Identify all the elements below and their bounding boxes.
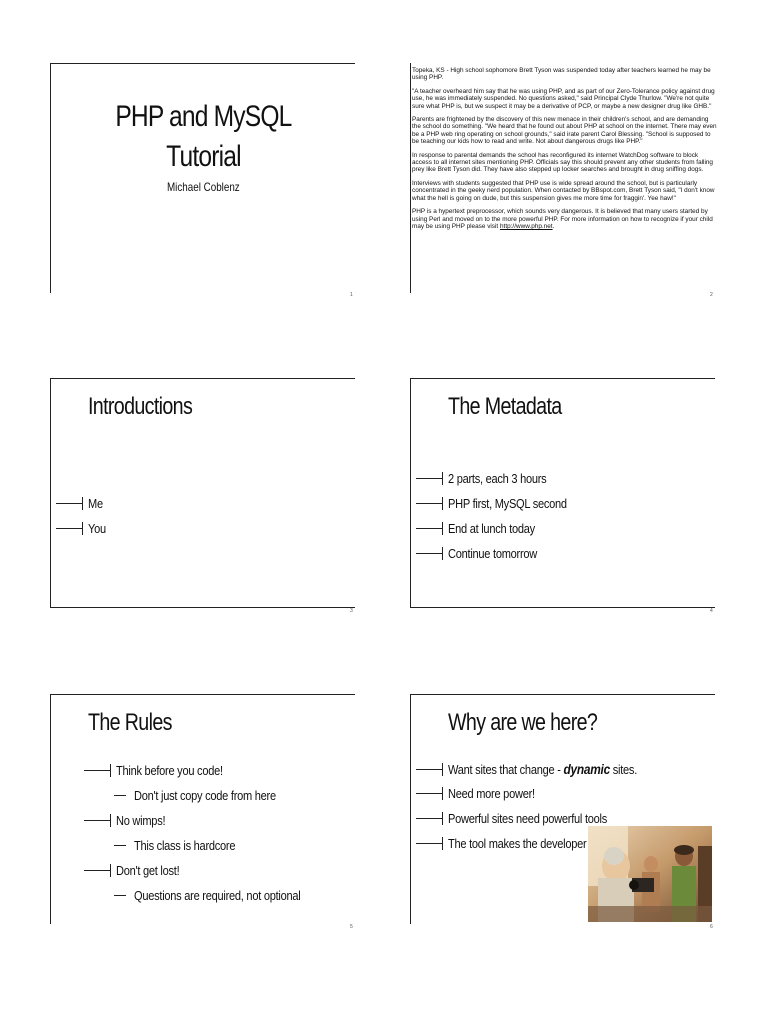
bullet-marker xyxy=(416,793,443,794)
sub-bullet-item: Questions are required, not optional xyxy=(114,888,330,903)
slide-1-author: Michael Coblenz xyxy=(166,180,240,194)
slide-3-title: Introductions xyxy=(88,393,193,420)
bullet-item: Powerful sites need powerful tools xyxy=(416,811,635,826)
bullet-item: End at lunch today xyxy=(416,521,550,536)
sub-bullet-item: This class is hardcore xyxy=(114,838,253,853)
bullet-marker xyxy=(416,528,443,529)
article-paragraph: Topeka, KS - High school sophomore Brett Tyson was suspended today after teachers learned he may be using PHP. xyxy=(412,67,711,82)
bullet-item: 2 parts, each 3 hours xyxy=(416,471,564,486)
film-crew-photo xyxy=(588,826,712,922)
php-net-link[interactable]: http://www.php.net xyxy=(499,222,553,230)
sub-bullet-dash xyxy=(114,895,126,896)
bullet-item: Need more power! xyxy=(416,786,550,801)
bullet-marker xyxy=(416,478,443,479)
article-paragraph: Parents are frightened by the discovery of this new menace in their children's school, and are demanding the school do something. "We heard that he found out about PHP at school on the internet. There may even be a PHP web ring operating on school grounds," said irate parent Carol Blessing. "School is supposed to be teaching our kids how to read and write. Not about dangerous drugs like PHP." xyxy=(412,116,717,146)
article-paragraph: "A teacher overheard him say that he was using PHP, and as part of our Zero-Tolerance policy against drug use, he was immediately suspended. No questions asked," said Principal Clyde Thurlow. "We're not quite sure what PHP is, but we suspect it may be a derivative of PCP, or maybe a new designer drug like GHB." xyxy=(412,87,715,110)
slide-4 xyxy=(410,378,715,608)
slide-5 xyxy=(50,694,355,924)
page-number-5: 5 xyxy=(350,924,353,930)
article-last-paragraph: PHP is a hypertext preprocessor, which sounds very dangerous. It is believed that many users started by using Perl and moved on to the more powerful PHP. For more information on how to recognize if your child may be using PHP please visit http://www.php.net. xyxy=(412,208,713,230)
slide-1-title: PHP and MySQL Tutorial xyxy=(114,100,292,173)
article-paragraph: Interviews with students suggested that PHP use is wide spread around the school, but is particularly concentrated in the geeky nerd population. When contacted by BBspot.com, Brett Tyson said, "I don't know what the hell is going on dude, but this suspension gives me more time for fraggin'. Yee haw!" xyxy=(412,179,715,202)
bullet-marker xyxy=(416,503,443,504)
slide-4-title: The Metadata xyxy=(448,393,562,420)
bullet-marker xyxy=(84,870,111,871)
bullet-item: Think before you code! xyxy=(84,763,242,778)
sub-bullet-dash xyxy=(114,795,126,796)
bullet-item: You xyxy=(56,521,109,536)
bullet-marker xyxy=(84,820,111,821)
bullet-marker xyxy=(56,503,83,504)
bullet-marker xyxy=(84,770,111,771)
page-number-2: 2 xyxy=(710,292,713,298)
slide-6-title: Why are we here? xyxy=(448,709,598,736)
sub-bullet-item: Don't just copy code from here xyxy=(114,788,301,803)
bullet-marker xyxy=(416,843,443,844)
bullet-marker xyxy=(56,528,83,529)
bullet-item: Don't get lost! xyxy=(84,863,191,878)
slide-5-title: The Rules xyxy=(88,709,172,736)
bullet-item: Me xyxy=(56,496,105,511)
page-number-6: 6 xyxy=(710,924,713,930)
page-number-1: 1 xyxy=(350,292,353,298)
bullet-item: PHP first, MySQL second xyxy=(416,496,588,511)
bullet-item: No wimps! xyxy=(84,813,174,828)
page-number-4: 4 xyxy=(710,608,713,614)
bullet-item: Continue tomorrow xyxy=(416,546,553,561)
article-paragraph: In response to parental demands the school has reconfigured its internet WatchDog software to block access to all internet sites mentioning PHP. Officials say this should prevent any other students from falling prey like Brett Tyson did. They have also stepped up locker searches and brought in drug sniffing dogs. xyxy=(412,151,713,174)
bullet-marker xyxy=(416,818,443,819)
bullet-marker xyxy=(416,769,443,770)
slide-3 xyxy=(50,378,355,608)
slide-1 xyxy=(50,63,355,293)
bullet-item: The tool makes the developer xyxy=(416,836,611,851)
page-number-3: 3 xyxy=(350,608,353,614)
bullet-marker xyxy=(416,553,443,554)
slide-2-article xyxy=(412,67,718,236)
emphasis-dynamic: dynamic xyxy=(563,761,610,777)
sub-bullet-dash xyxy=(114,845,126,846)
bullet-item: Want sites that change - dynamic sites. xyxy=(416,761,670,777)
